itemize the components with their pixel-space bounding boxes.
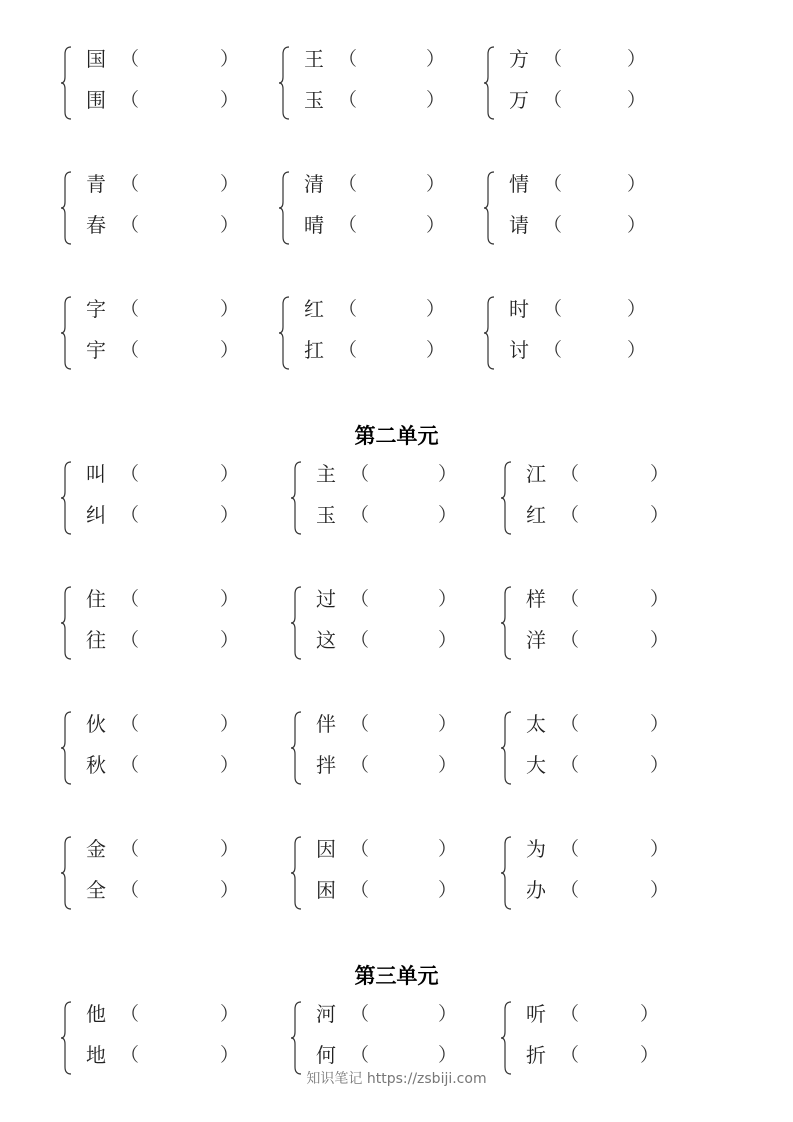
paren-close: ） xyxy=(220,173,240,195)
char-pair xyxy=(60,170,260,250)
paren-open: （ xyxy=(543,214,563,236)
paren-close: ） xyxy=(438,588,458,610)
paren-close: ） xyxy=(650,463,670,485)
answer-blank[interactable] xyxy=(370,503,434,527)
paren-close: ） xyxy=(627,48,647,70)
paren-open: （ xyxy=(338,214,358,236)
char-top: 河 xyxy=(316,1002,336,1026)
paren-close: ） xyxy=(220,463,240,485)
char-pair xyxy=(278,170,478,250)
paren-open: （ xyxy=(560,463,580,485)
answer-blank[interactable] xyxy=(580,753,646,777)
answer-blank[interactable] xyxy=(358,297,422,321)
paren-open: （ xyxy=(120,713,140,735)
left-brace-icon xyxy=(278,295,292,371)
char-top: 主 xyxy=(316,462,336,486)
paren-close: ） xyxy=(220,713,240,735)
char-bottom: 讨 xyxy=(509,338,529,362)
answer-blank[interactable] xyxy=(140,503,216,527)
paren-close: ） xyxy=(627,89,647,111)
left-brace-icon xyxy=(60,295,74,371)
answer-blank[interactable] xyxy=(563,47,623,71)
char-bottom: 困 xyxy=(316,878,336,902)
left-brace-icon xyxy=(290,1000,304,1076)
answer-blank[interactable] xyxy=(358,338,422,362)
left-brace-icon xyxy=(483,45,497,121)
char-pair xyxy=(290,460,490,540)
paren-open: （ xyxy=(120,173,140,195)
paren-close: ） xyxy=(426,214,446,236)
char-bottom: 围 xyxy=(86,88,106,112)
char-top: 住 xyxy=(86,587,106,611)
char-bottom: 洋 xyxy=(526,628,546,652)
answer-blank[interactable] xyxy=(140,172,216,196)
char-top: 红 xyxy=(304,297,324,321)
char-bottom: 纠 xyxy=(86,503,106,527)
paren-close: ） xyxy=(220,1044,240,1066)
char-bottom: 秋 xyxy=(86,753,106,777)
answer-blank[interactable] xyxy=(370,1002,434,1026)
char-pair xyxy=(483,45,683,125)
paren-close: ） xyxy=(426,48,446,70)
answer-blank[interactable] xyxy=(580,712,646,736)
answer-blank[interactable] xyxy=(563,172,623,196)
paren-open: （ xyxy=(120,629,140,651)
paren-open: （ xyxy=(543,339,563,361)
char-pair xyxy=(290,835,490,915)
answer-blank[interactable] xyxy=(580,878,646,902)
char-bottom: 全 xyxy=(86,878,106,902)
char-bottom: 春 xyxy=(86,213,106,237)
left-brace-icon xyxy=(60,460,74,536)
paren-close: ） xyxy=(438,1003,458,1025)
char-bottom: 办 xyxy=(526,878,546,902)
left-brace-icon xyxy=(483,170,497,246)
paren-close: ） xyxy=(426,89,446,111)
left-brace-icon xyxy=(290,585,304,661)
answer-blank[interactable] xyxy=(563,88,623,112)
paren-open: （ xyxy=(543,173,563,195)
answer-blank[interactable] xyxy=(370,587,434,611)
paren-open: （ xyxy=(543,48,563,70)
paren-close: ） xyxy=(650,588,670,610)
char-pair xyxy=(290,710,490,790)
char-bottom: 何 xyxy=(316,1043,336,1067)
paren-close: ） xyxy=(650,838,670,860)
paren-open: （ xyxy=(120,214,140,236)
char-pair xyxy=(500,585,700,665)
paren-open: （ xyxy=(120,463,140,485)
paren-close: ） xyxy=(438,838,458,860)
answer-blank[interactable] xyxy=(370,837,434,861)
char-pair xyxy=(500,710,700,790)
answer-blank[interactable] xyxy=(370,712,434,736)
char-bottom: 玉 xyxy=(304,88,324,112)
answer-blank[interactable] xyxy=(370,878,434,902)
answer-blank[interactable] xyxy=(580,462,646,486)
answer-blank[interactable] xyxy=(140,878,216,902)
paren-close: ） xyxy=(220,838,240,860)
char-bottom: 折 xyxy=(526,1043,546,1067)
char-top: 为 xyxy=(526,837,546,861)
char-pair xyxy=(483,170,683,250)
char-pair xyxy=(60,710,260,790)
paren-close: ） xyxy=(627,339,647,361)
paren-open: （ xyxy=(560,588,580,610)
answer-blank[interactable] xyxy=(140,213,216,237)
char-top: 青 xyxy=(86,172,106,196)
char-bottom: 玉 xyxy=(316,503,336,527)
footer-watermark: 知识笔记 https://zsbiji.com xyxy=(306,1071,487,1087)
char-bottom: 万 xyxy=(509,88,529,112)
answer-blank[interactable] xyxy=(140,297,216,321)
paren-close: ） xyxy=(650,504,670,526)
paren-open: （ xyxy=(120,339,140,361)
char-top: 江 xyxy=(526,462,546,486)
left-brace-icon xyxy=(60,170,74,246)
paren-open: （ xyxy=(560,754,580,776)
unit-heading: 第三单元 xyxy=(354,963,439,988)
paren-close: ） xyxy=(220,339,240,361)
paren-close: ） xyxy=(220,629,240,651)
paren-close: ） xyxy=(627,173,647,195)
char-top: 因 xyxy=(316,837,336,861)
answer-blank[interactable] xyxy=(563,338,623,362)
paren-close: ） xyxy=(426,298,446,320)
char-bottom: 拌 xyxy=(316,753,336,777)
char-bottom: 扛 xyxy=(304,338,324,362)
paren-close: ） xyxy=(426,339,446,361)
left-brace-icon xyxy=(290,835,304,911)
char-top: 样 xyxy=(526,587,546,611)
paren-open: （ xyxy=(120,754,140,776)
char-bottom: 大 xyxy=(526,753,546,777)
char-top: 过 xyxy=(316,587,336,611)
paren-close: ） xyxy=(220,298,240,320)
char-pair xyxy=(278,45,478,125)
char-pair xyxy=(60,295,260,375)
char-top: 金 xyxy=(86,837,106,861)
char-pair xyxy=(500,835,700,915)
paren-close: ） xyxy=(220,214,240,236)
char-bottom: 宇 xyxy=(86,338,106,362)
char-top: 伴 xyxy=(316,712,336,736)
char-top: 叫 xyxy=(86,462,106,486)
paren-close: ） xyxy=(220,89,240,111)
char-top: 听 xyxy=(526,1002,546,1026)
answer-blank[interactable] xyxy=(580,587,646,611)
paren-close: ） xyxy=(220,1003,240,1025)
char-bottom: 这 xyxy=(316,628,336,652)
char-bottom: 晴 xyxy=(304,213,324,237)
paren-close: ） xyxy=(650,879,670,901)
answer-blank[interactable] xyxy=(370,753,434,777)
char-top: 他 xyxy=(86,1002,106,1026)
paren-close: ） xyxy=(627,214,647,236)
left-brace-icon xyxy=(500,1000,514,1076)
answer-blank[interactable] xyxy=(140,462,216,486)
answer-blank[interactable] xyxy=(370,462,434,486)
left-brace-icon xyxy=(278,45,292,121)
left-brace-icon xyxy=(60,585,74,661)
char-top: 字 xyxy=(86,297,106,321)
paren-close: ） xyxy=(220,504,240,526)
left-brace-icon xyxy=(500,835,514,911)
paren-open: （ xyxy=(543,89,563,111)
answer-blank[interactable] xyxy=(140,1043,216,1067)
answer-blank[interactable] xyxy=(580,1043,636,1067)
char-pair xyxy=(60,585,260,665)
answer-blank[interactable] xyxy=(358,47,422,71)
left-brace-icon xyxy=(60,45,74,121)
left-brace-icon xyxy=(500,710,514,786)
paren-close: ） xyxy=(438,629,458,651)
paren-open: （ xyxy=(350,463,370,485)
char-top: 太 xyxy=(526,712,546,736)
paren-open: （ xyxy=(120,1044,140,1066)
paren-open: （ xyxy=(350,588,370,610)
left-brace-icon xyxy=(278,170,292,246)
paren-open: （ xyxy=(338,89,358,111)
paren-open: （ xyxy=(560,629,580,651)
paren-open: （ xyxy=(120,298,140,320)
paren-open: （ xyxy=(560,838,580,860)
paren-close: ） xyxy=(438,504,458,526)
unit-heading: 第二单元 xyxy=(354,423,439,448)
paren-close: ） xyxy=(438,1044,458,1066)
answer-blank[interactable] xyxy=(358,213,422,237)
paren-open: （ xyxy=(350,504,370,526)
char-pair xyxy=(60,835,260,915)
paren-open: （ xyxy=(120,838,140,860)
left-brace-icon xyxy=(60,1000,74,1076)
paren-open: （ xyxy=(120,588,140,610)
paren-close: ） xyxy=(220,48,240,70)
answer-blank[interactable] xyxy=(140,712,216,736)
paren-open: （ xyxy=(560,504,580,526)
paren-open: （ xyxy=(350,713,370,735)
char-bottom: 请 xyxy=(509,213,529,237)
answer-blank[interactable] xyxy=(140,338,216,362)
paren-close: ） xyxy=(220,588,240,610)
char-pair xyxy=(483,295,683,375)
paren-close: ） xyxy=(220,879,240,901)
answer-blank[interactable] xyxy=(140,628,216,652)
answer-blank[interactable] xyxy=(140,88,216,112)
paren-close: ） xyxy=(438,463,458,485)
answer-blank[interactable] xyxy=(580,1002,636,1026)
paren-open: （ xyxy=(120,89,140,111)
answer-blank[interactable] xyxy=(580,628,646,652)
char-top: 王 xyxy=(304,47,324,71)
answer-blank[interactable] xyxy=(358,88,422,112)
answer-blank[interactable] xyxy=(370,1043,434,1067)
paren-open: （ xyxy=(338,173,358,195)
paren-close: ） xyxy=(640,1003,660,1025)
paren-open: （ xyxy=(338,48,358,70)
paren-open: （ xyxy=(560,1003,580,1025)
paren-open: （ xyxy=(120,879,140,901)
char-top: 时 xyxy=(509,297,529,321)
char-bottom: 地 xyxy=(86,1043,106,1067)
paren-close: ） xyxy=(438,713,458,735)
char-top: 清 xyxy=(304,172,324,196)
paren-close: ） xyxy=(640,1044,660,1066)
char-pair xyxy=(278,295,478,375)
paren-open: （ xyxy=(120,504,140,526)
answer-blank[interactable] xyxy=(580,837,646,861)
char-pair xyxy=(290,585,490,665)
paren-close: ） xyxy=(438,879,458,901)
paren-close: ） xyxy=(426,173,446,195)
answer-blank[interactable] xyxy=(370,628,434,652)
paren-open: （ xyxy=(120,1003,140,1025)
left-brace-icon xyxy=(500,460,514,536)
char-top: 伙 xyxy=(86,712,106,736)
paren-close: ） xyxy=(627,298,647,320)
paren-open: （ xyxy=(543,298,563,320)
answer-blank[interactable] xyxy=(140,587,216,611)
paren-open: （ xyxy=(350,1003,370,1025)
paren-open: （ xyxy=(338,298,358,320)
answer-blank[interactable] xyxy=(358,172,422,196)
left-brace-icon xyxy=(60,835,74,911)
char-top: 方 xyxy=(509,47,529,71)
paren-close: ） xyxy=(650,713,670,735)
paren-open: （ xyxy=(560,713,580,735)
left-brace-icon xyxy=(60,710,74,786)
char-bottom: 往 xyxy=(86,628,106,652)
left-brace-icon xyxy=(500,585,514,661)
paren-open: （ xyxy=(350,754,370,776)
answer-blank[interactable] xyxy=(140,753,216,777)
char-pair xyxy=(60,45,260,125)
char-pair xyxy=(500,460,700,540)
paren-open: （ xyxy=(560,1044,580,1066)
paren-open: （ xyxy=(338,339,358,361)
paren-open: （ xyxy=(120,48,140,70)
answer-blank[interactable] xyxy=(563,213,623,237)
paren-open: （ xyxy=(350,1044,370,1066)
answer-blank[interactable] xyxy=(580,503,646,527)
char-bottom: 红 xyxy=(526,503,546,527)
char-pair xyxy=(60,460,260,540)
left-brace-icon xyxy=(290,710,304,786)
paren-open: （ xyxy=(560,879,580,901)
paren-close: ） xyxy=(650,754,670,776)
answer-blank[interactable] xyxy=(140,1002,216,1026)
left-brace-icon xyxy=(483,295,497,371)
paren-open: （ xyxy=(350,629,370,651)
answer-blank[interactable] xyxy=(563,297,623,321)
answer-blank[interactable] xyxy=(140,837,216,861)
char-top: 国 xyxy=(86,47,106,71)
paren-close: ） xyxy=(220,754,240,776)
paren-close: ） xyxy=(438,754,458,776)
left-brace-icon xyxy=(290,460,304,536)
paren-open: （ xyxy=(350,838,370,860)
answer-blank[interactable] xyxy=(140,47,216,71)
paren-close: ） xyxy=(650,629,670,651)
char-top: 情 xyxy=(509,172,529,196)
paren-open: （ xyxy=(350,879,370,901)
